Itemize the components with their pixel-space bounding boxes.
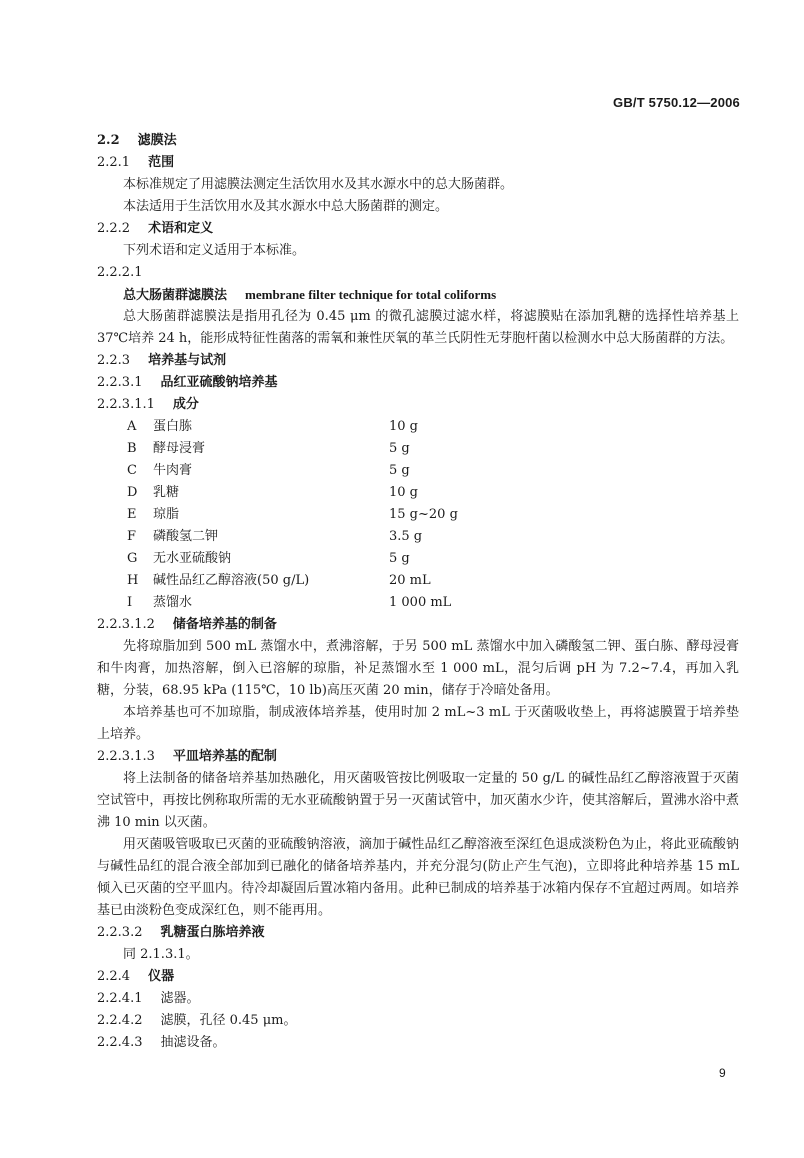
paragraph: 先将琼脂加到 500 mL 蒸馏水中，煮沸溶解，于另 500 mL 蒸馏水中加入磷酸氢二钾、蛋白胨、酵母浸膏和牛肉膏，加热溶解，倒入已溶解的琼脂，补足蒸馏水至 1 000 mL，混匀后调 pH 为 7.2~7.4，再加入乳糖，分装，68.95 kPa (115℃，10 lb)高压灭菌 20 min，储存于冷暗处备用。 xyxy=(97,639,739,698)
section-title: 成分 xyxy=(172,397,199,412)
ingredient-amount: 1 000 mL xyxy=(389,595,452,610)
ingredient-row xyxy=(97,526,739,548)
section-heading xyxy=(97,966,739,988)
paragraph: 下列术语和定义适用于本标准。 xyxy=(123,243,306,258)
ingredient-row xyxy=(97,592,739,614)
section-heading xyxy=(97,394,739,416)
section-number: 2.2.2 xyxy=(97,221,131,236)
section-title: 乳糖蛋白胨培养液 xyxy=(160,925,265,940)
section-number: 2.2.3.1 xyxy=(97,375,143,390)
ingredient-name: 琼脂 xyxy=(153,507,180,522)
ingredient-amount: 5 g xyxy=(389,463,410,478)
ingredient-row xyxy=(97,482,739,504)
paragraph: 将上法制备的储备培养基加热融化，用灭菌吸管按比例吸取一定量的 50 g/L 的碱性品红乙醇溶液置于灭菌空试管中，再按比例称取所需的无水亚硫酸钠置于另一灭菌试管中，加灭菌水少许，使其溶解后，置沸水浴中煮沸 10 min 以灭菌。 xyxy=(97,771,739,830)
standard-code-header: GB/T 5750.12—2006 xyxy=(613,95,740,110)
list-entry xyxy=(97,1032,739,1054)
section-title: 滤膜法 xyxy=(137,133,177,148)
paragraph: 本标准规定了用滤膜法测定生活饮用水及其水源水中的总大肠菌群。 xyxy=(123,177,514,192)
ingredient-key: F xyxy=(127,529,137,544)
ingredient-name: 磷酸氢二钾 xyxy=(153,529,219,544)
ingredient-name: 乳糖 xyxy=(153,485,180,500)
ingredient-key: D xyxy=(127,485,138,500)
section-heading xyxy=(97,922,739,944)
ingredient-name: 牛肉膏 xyxy=(153,463,193,478)
term-english: membrane filter technique for total coliforms xyxy=(245,287,497,302)
ingredient-row xyxy=(97,504,739,526)
section-number: 2.2.3.1.1 xyxy=(97,397,155,412)
section-number: 2.2.3 xyxy=(97,353,131,368)
ingredient-amount: 10 g xyxy=(389,419,418,434)
section-heading xyxy=(97,130,739,152)
section-number: 2.2.3.1.3 xyxy=(97,749,155,764)
document-body xyxy=(97,130,739,1054)
ingredient-name: 蒸馏水 xyxy=(153,595,193,610)
ingredient-row xyxy=(97,460,739,482)
section-heading xyxy=(97,746,739,768)
section-title: 储备培养基的制备 xyxy=(172,617,277,632)
section-heading xyxy=(97,218,739,240)
section-heading xyxy=(97,372,739,394)
section-number: 2.2.4.2 xyxy=(97,1013,143,1028)
ingredient-amount: 15 g~20 g xyxy=(389,507,458,522)
ingredient-key: G xyxy=(127,551,138,566)
section-title: 品红亚硫酸钠培养基 xyxy=(160,375,278,390)
term-chinese: 总大肠菌群滤膜法 xyxy=(123,288,228,303)
ingredient-list xyxy=(97,416,739,614)
section-heading xyxy=(97,152,739,174)
paragraph: 用灭菌吸管吸取已灭菌的亚硫酸钠溶液，滴加于碱性品红乙醇溶液至深红色退成淡粉色为止，将此亚硫酸钠与碱性品红的混合液全部加到已融化的储备培养基内，并充分混匀(防止产生气泡)，立即将此种培养基 15 mL 倾入已灭菌的空平皿内。待冷却凝固后置冰箱内备用。此种已制成的培养基于冰箱内保存不宜超过两周。如培养基已由淡粉色变成深红色，则不能再用。 xyxy=(97,837,739,918)
term-definition: 总大肠菌群滤膜法是指用孔径为 0.45 μm 的微孔滤膜过滤水样，将滤膜贴在添加乳糖的选择性培养基上 37℃培养 24 h，能形成特征性菌落的需氧和兼性厌氧的革兰氏阴性无芽胞杆菌以检测水中总大肠菌群的方法。 xyxy=(97,309,739,346)
paragraph: 本培养基也可不加琼脂，制成液体培养基，使用时加 2 mL~3 mL 于灭菌吸收垫上，再将滤膜置于培养垫上培养。 xyxy=(97,705,739,742)
paragraph: 同 2.1.3.1。 xyxy=(123,947,199,962)
ingredient-amount: 10 g xyxy=(389,485,418,500)
section-title: 仪器 xyxy=(148,969,175,984)
ingredient-row xyxy=(97,438,739,460)
list-entry xyxy=(97,1010,739,1032)
entry-text: 抽滤设备。 xyxy=(160,1035,226,1050)
section-number: 2.2.4.3 xyxy=(97,1035,143,1050)
section-heading xyxy=(97,350,739,372)
ingredient-key: E xyxy=(127,507,137,522)
ingredient-key: I xyxy=(127,595,133,610)
section-number: 2.2.2.1 xyxy=(97,265,143,280)
section-number: 2.2.4.1 xyxy=(97,991,143,1006)
ingredient-row xyxy=(97,416,739,438)
section-heading xyxy=(97,614,739,636)
list-entry xyxy=(97,988,739,1010)
ingredient-name: 酵母浸膏 xyxy=(153,441,206,456)
section-number: 2.2 xyxy=(97,133,120,148)
section-number: 2.2.1 xyxy=(97,155,131,170)
ingredient-key: H xyxy=(127,573,139,588)
ingredient-name: 碱性品红乙醇溶液(50 g/L) xyxy=(153,573,310,588)
entry-text: 滤膜，孔径 0.45 μm。 xyxy=(160,1013,297,1028)
ingredient-row xyxy=(97,548,739,570)
ingredient-amount: 20 mL xyxy=(389,573,431,588)
ingredient-amount: 5 g xyxy=(389,551,410,566)
section-number: 2.2.4 xyxy=(97,969,131,984)
ingredient-key: C xyxy=(127,463,137,478)
ingredient-name: 蛋白胨 xyxy=(153,419,193,434)
paragraph: 本法适用于生活饮用水及其水源水中总大肠菌群的测定。 xyxy=(123,199,449,214)
ingredient-row xyxy=(97,570,739,592)
section-title: 培养基与试剂 xyxy=(148,353,227,368)
entry-text: 滤器。 xyxy=(160,991,200,1006)
section-number: 2.2.3.1.2 xyxy=(97,617,155,632)
ingredient-amount: 3.5 g xyxy=(389,529,423,544)
ingredient-amount: 5 g xyxy=(389,441,410,456)
section-title: 术语和定义 xyxy=(148,221,214,236)
term-heading xyxy=(97,284,739,306)
ingredient-key: A xyxy=(127,419,137,434)
section-title: 范围 xyxy=(148,155,175,170)
ingredient-key: B xyxy=(127,441,137,456)
section-title: 平皿培养基的配制 xyxy=(172,749,277,764)
page-number: 9 xyxy=(719,1066,726,1080)
ingredient-name: 无水亚硫酸钠 xyxy=(153,551,232,566)
section-number: 2.2.3.2 xyxy=(97,925,143,940)
